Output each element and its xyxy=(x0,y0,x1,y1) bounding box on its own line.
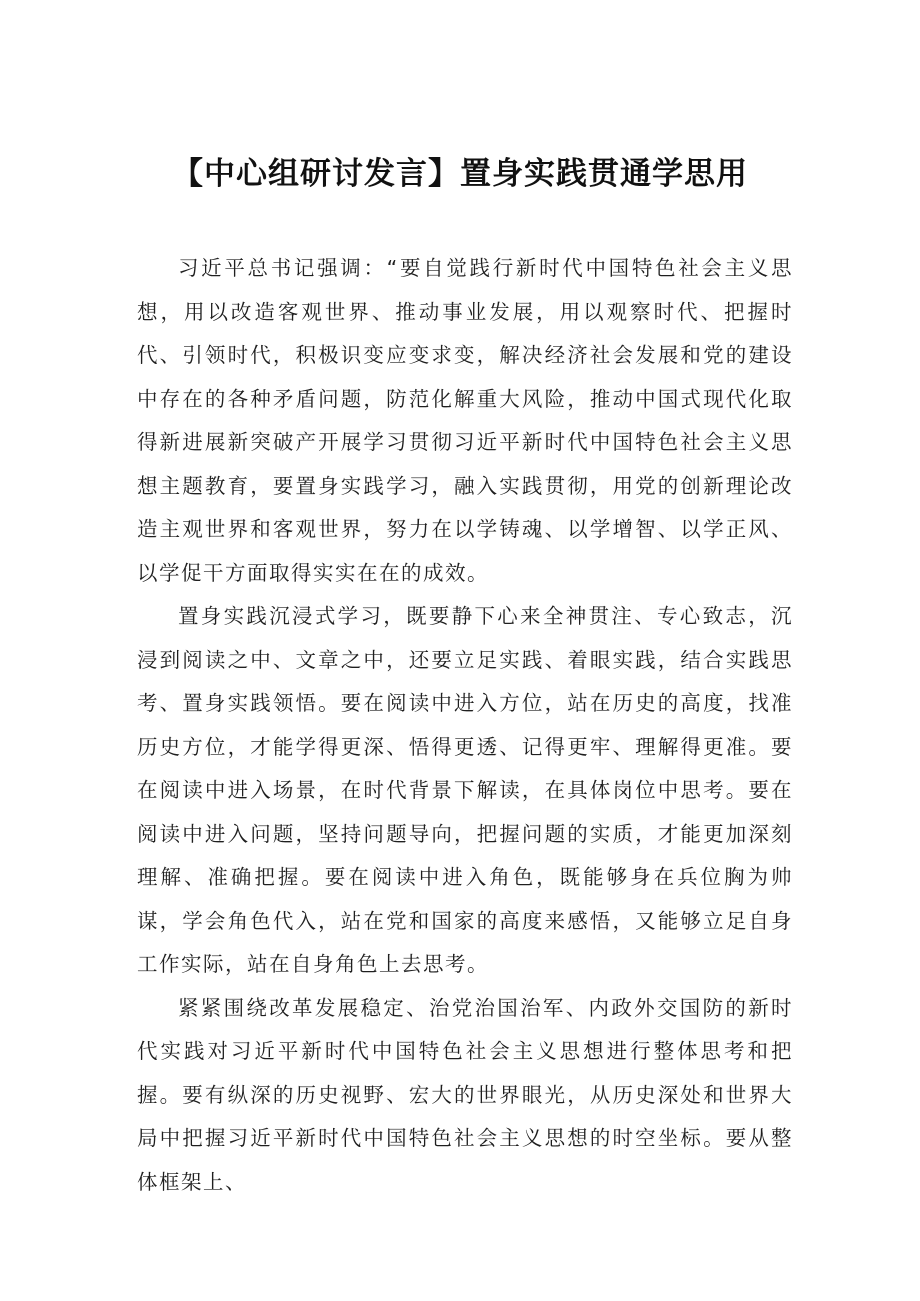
document-body xyxy=(137,247,793,1204)
paragraph-1: 习近平总书记强调：“要自觉践行新时代中国特色社会主义思想，用以改造客观世界、推动事业发展，用以观察时代、把握时代、引领时代，积极识变应变求变，解决经济社会发展和党的建设中存在的各种矛盾问题，防范化解重大风险，推动中国式现代化取得新进展新突破产开展学习贯彻习近平新时代中国特色社会主义思想主题教育，要置身实践学习，融入实践贯彻，用党的创新理论改造主观世界和客观世界，努力在以学铸魂、以学增智、以学正风、以学促干方面取得实实在在的成效。 xyxy=(137,256,793,585)
paragraph-3: 紧紧围绕改革发展稳定、治党治国治军、内政外交国防的新时代实践对习近平新时代中国特色社会主义思想进行整体思考和把握。要有纵深的历史视野、宏大的世界眼光，从历史深处和世界大局中把握习近平新时代中国特色社会主义思想的时空坐标。要从整体框架上、 xyxy=(137,995,793,1194)
document-title: 【中心组研讨发言】置身实践贯通学思用 xyxy=(172,156,748,192)
paragraph-2: 置身实践沉浸式学习，既要静下心来全神贯注、专心致志，沉浸到阅读之中、文章之中，还要立足实践、着眼实践，结合实践思考、置身实践领悟。要在阅读中进入方位，站在历史的高度，找准历史方位，才能学得更深、悟得更透、记得更牢、理解得更准。要在阅读中进入场景，在时代背景下解读，在具体岗位中思考。要在阅读中进入问题，坚持问题导向，把握问题的实质，才能更加深刻理解、准确把握。要在阅读中进入角色，既能够身在兵位胸为帅谋，学会角色代入，站在党和国家的高度来感悟，又能够立足自身工作实际，站在自身角色上去思考。 xyxy=(137,604,793,976)
